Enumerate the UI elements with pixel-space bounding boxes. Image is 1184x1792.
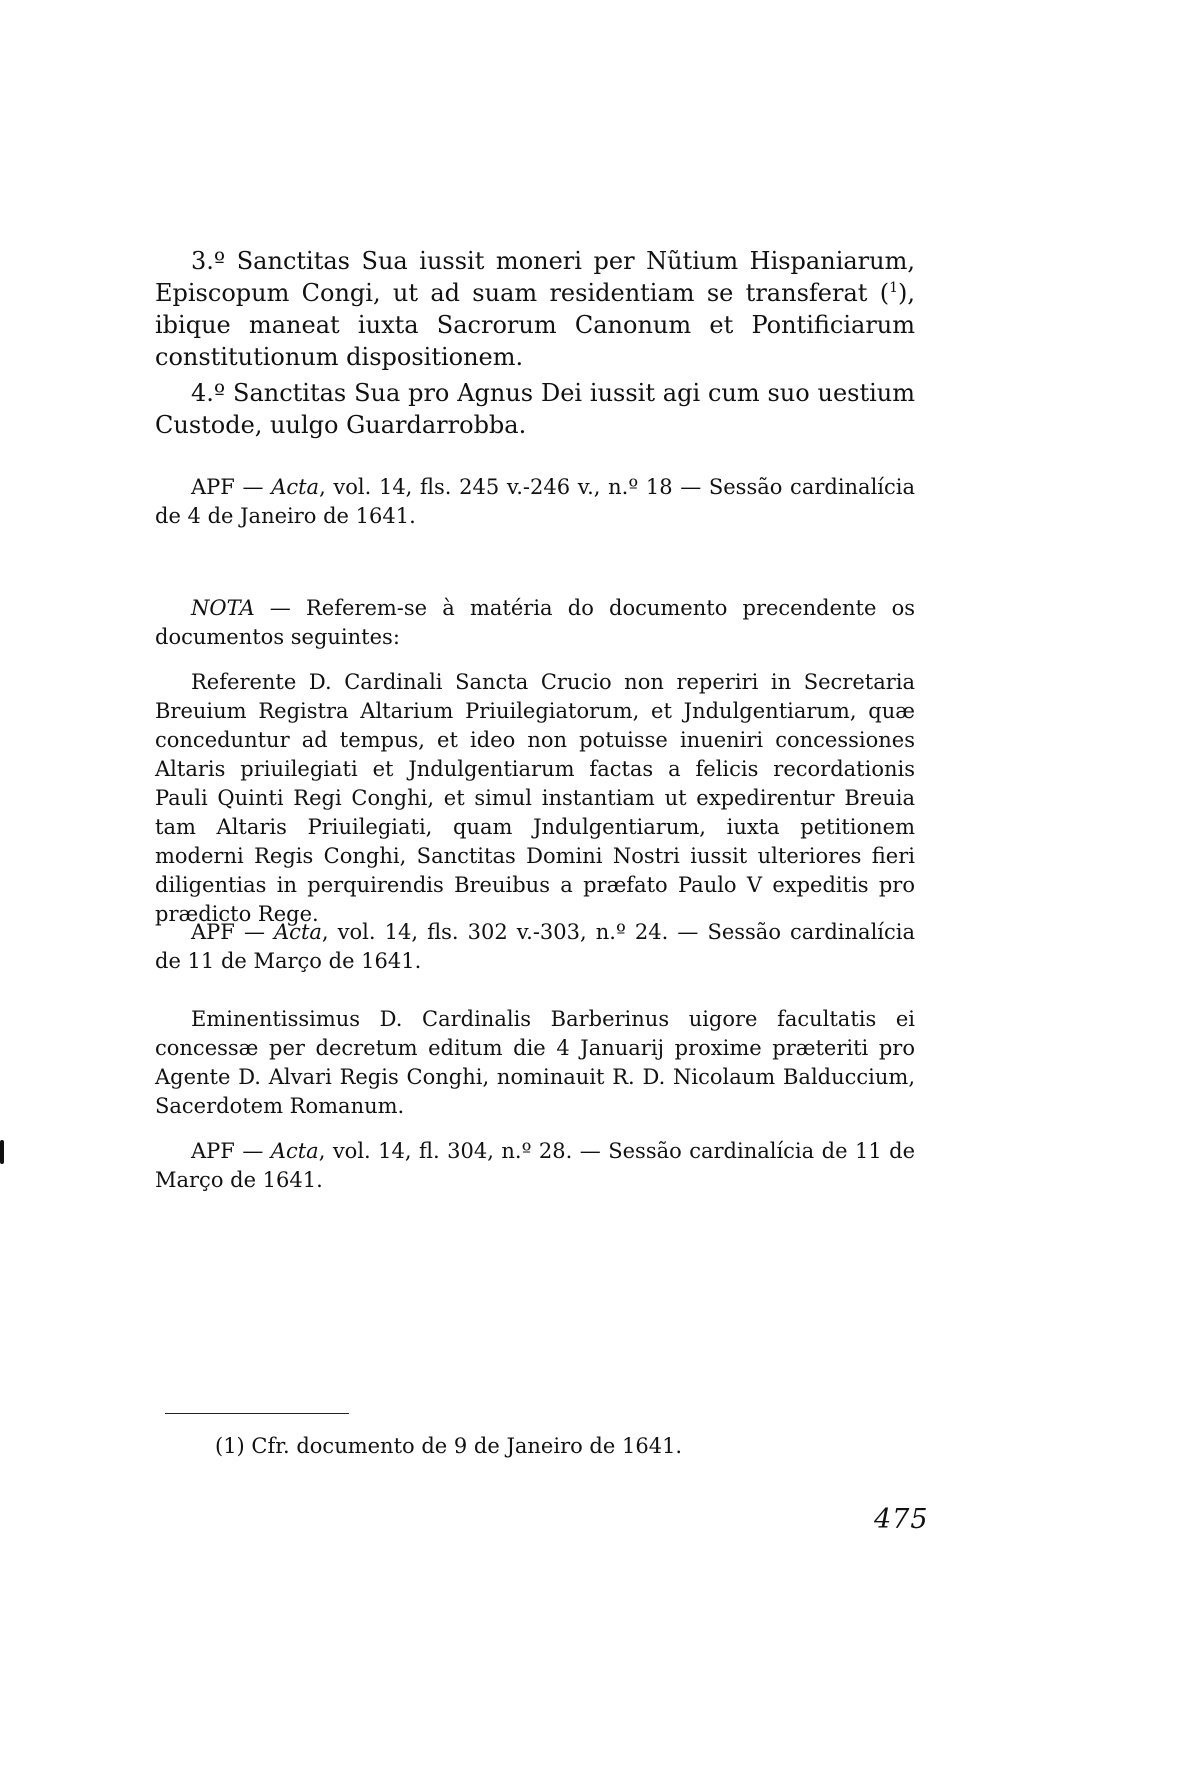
- item-4-number: 4.º: [191, 379, 226, 407]
- reference-2-acta: Acta: [274, 920, 322, 944]
- footnote: [215, 1432, 682, 1460]
- item-4-text: Sanctitas Sua pro Agnus Dei iussit agi cum suo uestium Custode, uulgo Guardarrobba.: [155, 379, 915, 439]
- items-block: [155, 245, 915, 441]
- item-3-text-a: Sanctitas Sua iussit moneri per Nũtium Hispaniarum, Episcopum Congi, ut ad suam residentiam se transferat (: [155, 247, 915, 307]
- reference-3-prefix: APF —: [191, 1139, 271, 1163]
- nota-text: — Referem-se à matéria do documento precendente os documentos seguintes:: [155, 596, 915, 649]
- reference-2-block: [155, 918, 915, 976]
- item-4-paragraph: [155, 377, 915, 441]
- reference-1-acta: Acta: [271, 475, 320, 499]
- document-2-block: [155, 668, 915, 929]
- reference-2: [155, 918, 915, 976]
- reference-3-acta: Acta: [270, 1139, 319, 1163]
- nota-label: NOTA: [191, 596, 255, 620]
- document-2-text: Referente D. Cardinali Sancta Crucio non reperiri in Secretaria Breuium Registra Altarium Priuilegiatorum, et Jndulgentiarum, quæ conceduntur ad tempus, et ideo non potuisse inueniri concessiones Altaris priuilegiati et Jndulgentiarum factas a felicis recordationis Pauli Quinti Regi Conghi, et simul instantiam ut expedirentur Breuia tam Altaris Priuilegiati, quam Jndulgentiarum, iuxta petitionem moderni Regis Conghi, Sanctitas Domini Nostri iussit ulteriores fieri diligentias in perquirendis Breuibus a præfato Paulo V expeditis pro prædicto Rege.: [155, 670, 915, 926]
- item-3-paragraph: [155, 245, 915, 373]
- page-number: 475: [874, 1504, 929, 1535]
- reference-3-rest: , vol. 14, fl. 304, n.º 28. — Sessão cardinalícia de 11 de Março de 1641.: [155, 1139, 916, 1192]
- document-3-text: Eminentissimus D. Cardinalis Barberinus uigore facultatis ei concessæ per decretum editum die 4 Januarij proxime præteriti pro Agente D. Alvari Regis Conghi, nominauit R. D. Nicolaum Balduccium, Sacerdotem Romanum.: [155, 1007, 915, 1118]
- document-3-block: [155, 1005, 915, 1121]
- footnote-reference: 1: [889, 280, 898, 296]
- item-3-text-b: ), ibique maneat iuxta Sacrorum Canonum et Pontificiarum constitutionum dispositionem.: [155, 279, 915, 371]
- reference-3-block: [155, 1137, 915, 1195]
- reference-1-block: [155, 473, 915, 531]
- reference-1: [155, 473, 915, 531]
- reference-1-rest: , vol. 14, fls. 245 v.-246 v., n.º 18 — Sessão cardinalícia de 4 de Janeiro de 1641.: [155, 475, 916, 528]
- scan-margin-mark: [0, 1140, 4, 1164]
- reference-2-rest: , vol. 14, fls. 302 v.-303, n.º 24. — Sessão cardinalícia de 11 de Março de 1641.: [155, 920, 916, 973]
- footnote-divider: [165, 1413, 349, 1414]
- reference-2-prefix: APF —: [191, 920, 275, 944]
- item-3-number: 3.º: [191, 247, 226, 275]
- footnote-mark: (1): [215, 1434, 245, 1458]
- nota-block: [155, 594, 915, 652]
- footnote-text: Cfr. documento de 9 de Janeiro de 1641.: [244, 1434, 683, 1458]
- reference-3: [155, 1137, 915, 1195]
- reference-1-prefix: APF —: [191, 475, 272, 499]
- nota-paragraph: [155, 594, 915, 652]
